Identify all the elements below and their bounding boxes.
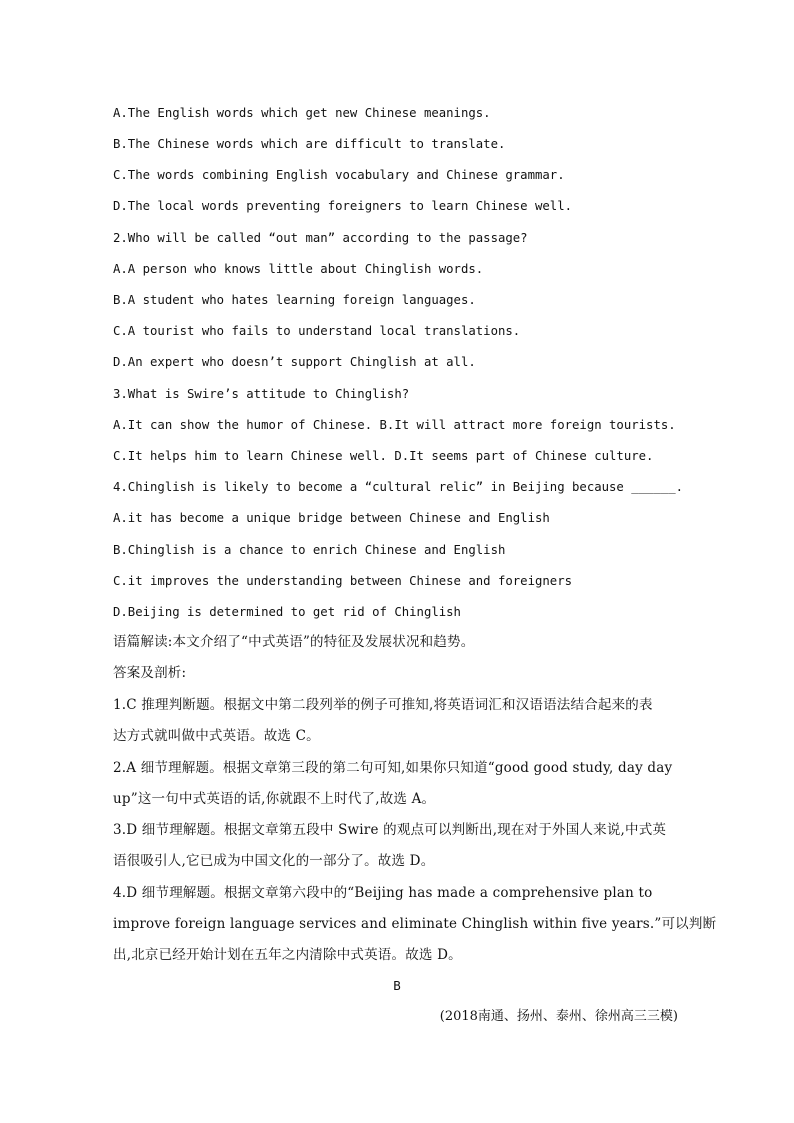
q4-option-c: C.it improves the understanding between Chinese and foreigners bbox=[113, 574, 573, 588]
q4-option-a: A.it has become a unique bridge between Chinese and English bbox=[113, 511, 550, 525]
answer-3-line-1: 3.D 细节理解题。根据文章第五段中 Swire 的观点可以判断出,现在对于外国人来说,中式英 bbox=[113, 822, 667, 838]
answer-2-line-1: 2.A 细节理解题。根据文章第三段的第二句可知,如果你只知道“good good study, day day bbox=[113, 760, 673, 776]
q3-options-ab: A.It can show the humor of Chinese. B.It will attract more foreign tourists. bbox=[113, 418, 676, 432]
q2-question: 2.Who will be called “out man” according to the passage? bbox=[113, 231, 528, 245]
answer-4-line-1: 4.D 细节理解题。根据文章第六段中的“Beijing has made a comprehensive plan to bbox=[113, 885, 653, 901]
answer-1-line-2: 达方式就叫做中式英语。故选 C。 bbox=[113, 728, 320, 744]
q2-option-b: B.A student who hates learning foreign languages. bbox=[113, 293, 476, 307]
answer-4-line-3: 出,北京已经开始计划在五年之内清除中式英语。故选 D。 bbox=[113, 947, 462, 963]
q2-option-a: A.A person who knows little about Chinglish words. bbox=[113, 262, 484, 276]
q3-question: 3.What is Swire’s attitude to Chinglish? bbox=[113, 387, 410, 401]
q1-option-d: D.The local words preventing foreigners to learn Chinese well. bbox=[113, 199, 573, 213]
q2-option-d: D.An expert who doesn’t support Chinglish at all. bbox=[113, 355, 476, 369]
source-citation: (2018南通、扬州、泰州、徐州高三三模) bbox=[439, 1009, 678, 1024]
q3-options-cd: C.It helps him to learn Chinese well. D.It seems part of Chinese culture. bbox=[113, 449, 654, 463]
section-label: B bbox=[393, 978, 401, 993]
q2-option-c: C.A tourist who fails to understand local translations. bbox=[113, 324, 521, 338]
q4-option-b: B.Chinglish is a chance to enrich Chinese and English bbox=[113, 543, 506, 557]
passage-summary: 语篇解读:本文介绍了“中式英语”的特征及发展状况和趋势。 bbox=[113, 634, 475, 650]
q1-option-b: B.The Chinese words which are difficult to translate. bbox=[113, 137, 506, 151]
q4-question: 4.Chinglish is likely to become a “cultural relic” in Beijing because ______. bbox=[113, 480, 684, 494]
answers-title: 答案及剖析: bbox=[113, 665, 187, 681]
q1-option-c: C.The words combining English vocabulary and Chinese grammar. bbox=[113, 168, 565, 182]
answer-1-line-1: 1.C 推理判断题。根据文中第二段列举的例子可推知,将英语词汇和汉语语法结合起来的表 bbox=[113, 697, 653, 713]
answer-2-line-2: up”这一句中式英语的话,你就跟不上时代了,故选 A。 bbox=[113, 791, 436, 807]
q1-option-a: A.The English words which get new Chinese meanings. bbox=[113, 106, 491, 120]
answer-4-line-2: improve foreign language services and eliminate Chinglish within five years.”可以判断 bbox=[113, 916, 717, 932]
answer-3-line-2: 语很吸引人,它已成为中国文化的一部分了。故选 D。 bbox=[113, 853, 435, 869]
q4-option-d: D.Beijing is determined to get rid of Chinglish bbox=[113, 605, 461, 619]
